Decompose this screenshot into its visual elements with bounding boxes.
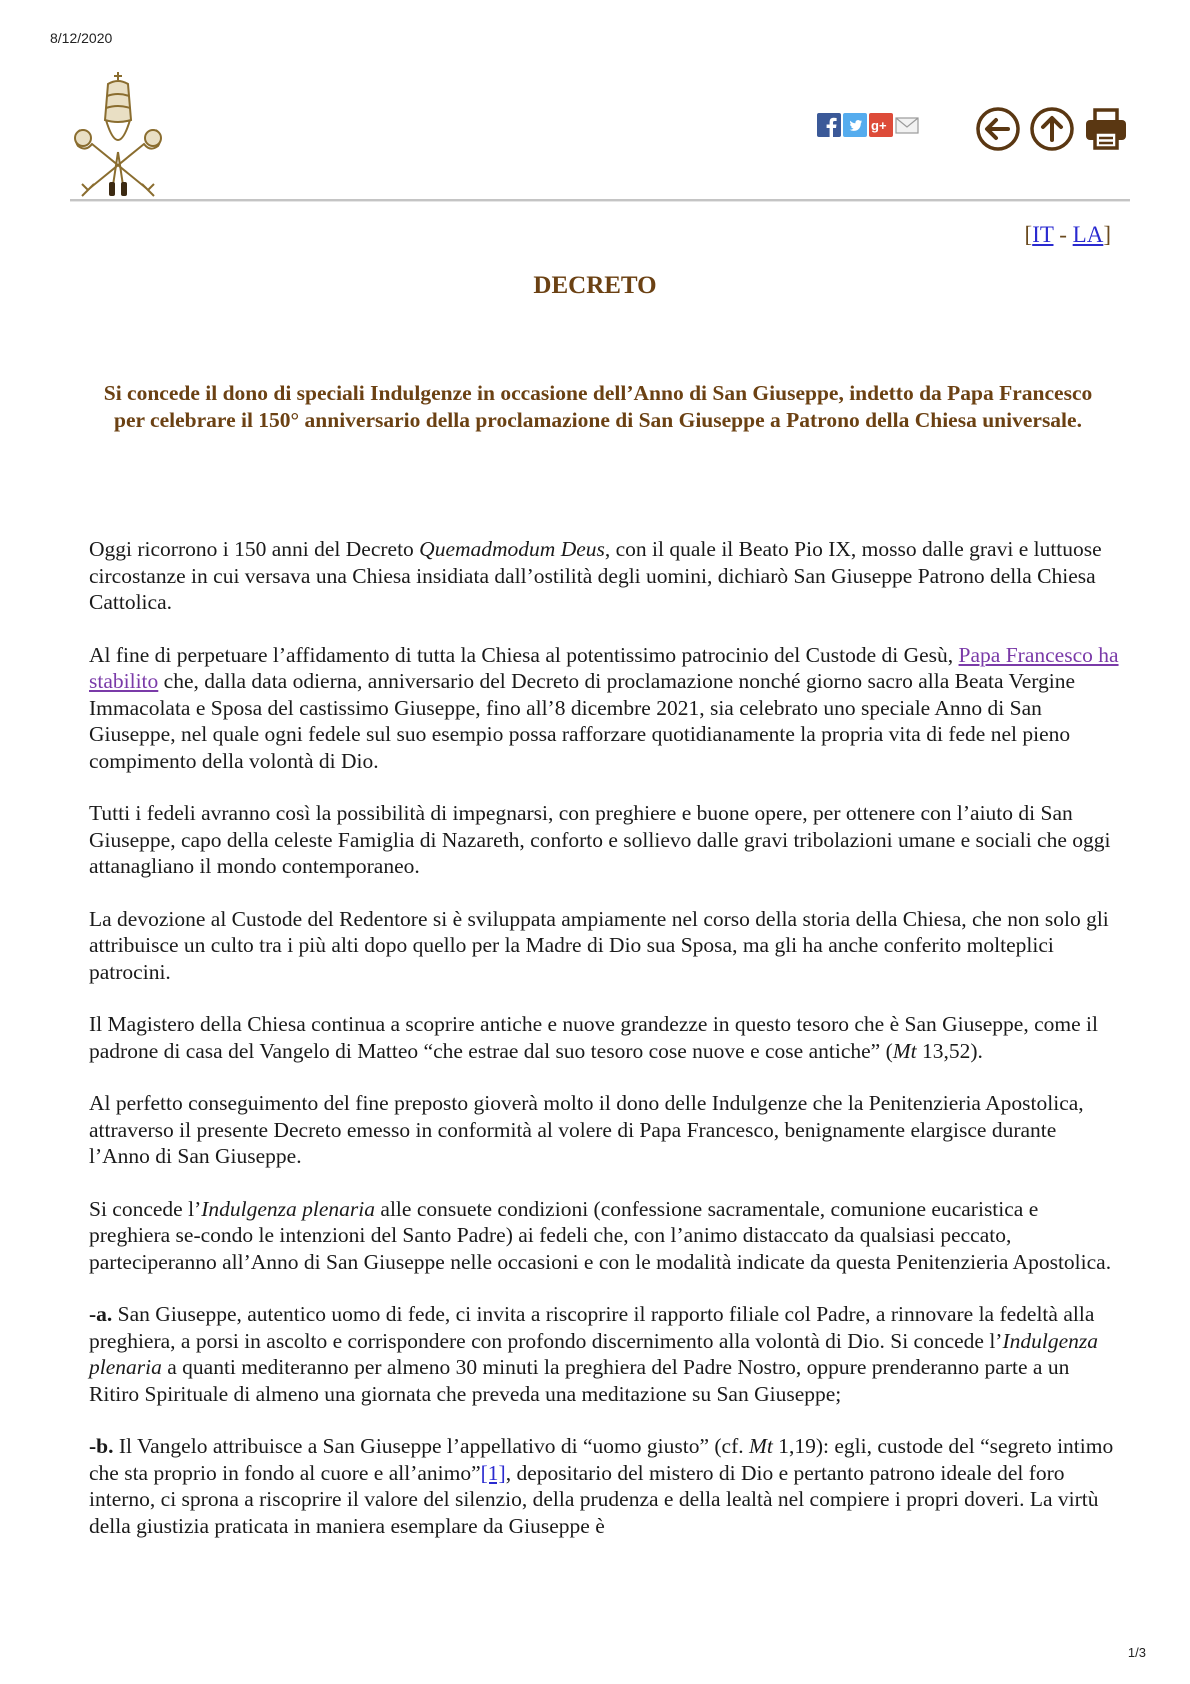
svg-text:g+: g+ <box>871 118 887 133</box>
text-run: che, dalla data odierna, anniversario del Decreto di proclamazione nonché giorno sacro alla Beata Vergine Immacolata e Sposa del castissimo Giuseppe, fino all’8 dicembre 2021, sia celebrato uno speciale Anno di San Giuseppe, nel quale ogni fedele sul suo esempio possa rafforzare quotidianamente la propria vita di fede nel pieno compimento della volontà di Dio. <box>89 669 1076 773</box>
paragraph-7 <box>89 1196 1119 1276</box>
paragraph-3: Tutti i fedeli avranno così la possibilità di impegnarsi, con preghiere e buone opere, per ottenere con l’aiuto di San Giuseppe, capo della celeste Famiglia di Nazareth, conforto e sollievo dalle gravi tribolazioni umane e sociali che oggi attanagliano il mondo contemporaneo. <box>89 801 1111 878</box>
footnote-link[interactable]: [1] <box>480 1460 506 1485</box>
paragraph-5 <box>89 1011 1119 1064</box>
papal-emblem <box>68 70 168 202</box>
top-icon[interactable] <box>1029 106 1075 152</box>
print-date: 8/12/2020 <box>50 30 113 46</box>
text-run: , con il quale il Beato Pio IX, mosso dalle gravi e luttuose circostanze in cui versava una Chiesa insidiata dall’ostilità degli uomini, dichiarò San Giuseppe Patrono della Chiesa Cattolica. <box>89 537 1102 614</box>
document-body <box>89 536 1119 1565</box>
text-run: , depositario del mistero di Dio e pertanto patrono ideale del foro interno, ci sprona a riscoprire il valore del silenzio, della prudenza e della lealtà nel compiere i propri doveri. La virtù della giustizia praticata in maniera esemplare da Giuseppe è <box>89 1460 1099 1538</box>
item-label: -b. <box>89 1434 114 1458</box>
share-bar <box>817 113 919 137</box>
text-run: Al fine di perpetuare l’affidamento di tutta la Chiesa al potentissimo patrocinio del Custode di Gesù, <box>89 642 959 667</box>
emphasis: Indulgenza plenaria <box>89 1328 1099 1379</box>
text-run: alle consuete condizioni (confessione sacramentale, comunione eucaristica e preghiera se-condo le intenzioni del Santo Padre) ai fedeli che, con l’animo distaccato da qualsiasi peccato, parteciperanno all’Anno di San Giuseppe nelle occasioni e con le modalità indicate da questa Penitenzieria Apostolica. <box>89 1196 1112 1274</box>
text-run: Oggi ricorrono i 150 anni del Decreto <box>89 537 420 561</box>
emphasis: Mt <box>892 1038 917 1063</box>
paragraph-8 <box>89 1301 1119 1407</box>
paragraph-6: Al perfetto conseguimento del fine preposto gioverà molto il dono delle Indulgenze che la Penitenzieria Apostolica, attraverso il presente Decreto emesso in conformità al volere di Papa Francesco, benignamente elargisce durante l’Anno di San Giuseppe. <box>89 1091 1084 1168</box>
paragraph-9 <box>89 1433 1119 1539</box>
lang-separator: - <box>1053 222 1073 247</box>
text-run: Si concede l’ <box>89 1196 202 1221</box>
papa-francesco-link[interactable]: Papa Francesco ha stabilito <box>89 642 1119 693</box>
item-label: -a. <box>89 1302 113 1326</box>
page-number: 1/3 <box>1127 1645 1146 1660</box>
paragraph-2 <box>89 642 1119 775</box>
language-switch <box>1025 222 1111 248</box>
bracket-close: ] <box>1103 222 1111 247</box>
paragraph-1 <box>89 536 1119 616</box>
text-run: San Giuseppe, autentico uomo di fede, ci invita a riscoprire il rapporto filiale col Padre, a rinnovare la fedeltà alla preghiera, a porsi in ascolto e corrispondere con profondo discernimento alla volontà di Dio. Si concede l’ <box>89 1302 1095 1353</box>
text-run: a quanti mediteranno per almeno 30 minuti la preghiera del Padre Nostro, oppure prenderanno parte a un Ritiro Spirituale di almeno una giornata che preveda una meditazione su San Giuseppe; <box>89 1355 1070 1406</box>
twitter-icon[interactable] <box>843 113 867 137</box>
nav-icons <box>975 106 1129 152</box>
document-subtitle: Si concede il dono di speciali Indulgenze in occasione dell’Anno di San Giuseppe, indetto da Papa Francesco per celebrare il 150° anniversario della proclamazione di San Giuseppe a Patrono della Chiesa universale. <box>103 381 1093 432</box>
print-icon[interactable] <box>1083 106 1129 152</box>
lang-link-la[interactable]: LA <box>1072 222 1104 247</box>
facebook-icon[interactable] <box>817 113 841 137</box>
text-run: 13,52). <box>916 1038 983 1063</box>
paragraph-4: La devozione al Custode del Redentore si è sviluppata ampiamente nel corso della storia della Chiesa, che non solo gli attribuisce un culto tra i più alti dopo quello per la Madre di Dio sua Sposa, ma gli ha anche conferito molteplici patrocini. <box>89 906 1109 984</box>
emphasis: Quemadmodum Deus <box>419 537 605 561</box>
text-run: 1,19): egli, custode del “segreto intimo che sta proprio in fondo al cuore e all’animo” <box>89 1434 1114 1485</box>
text-run: Il Vangelo attribuisce a San Giuseppe l’appellativo di “uomo giusto” (cf. <box>113 1434 749 1458</box>
text-run: Il Magistero della Chiesa continua a scoprire antiche e nuove grandezze in questo tesoro che è San Giuseppe, come il padrone di casa del Vangelo di Matteo “che estrae dal suo tesoro cose nuove e cose antiche” ( <box>89 1012 1098 1063</box>
lang-link-it[interactable]: IT <box>1032 222 1054 247</box>
emphasis: Indulgenza plenaria <box>201 1196 376 1221</box>
bracket-open: [ <box>1024 222 1033 247</box>
document-title: DECRETO <box>533 272 657 299</box>
back-icon[interactable] <box>975 106 1021 152</box>
google-plus-icon[interactable] <box>869 113 893 137</box>
emphasis: Mt <box>748 1434 773 1458</box>
header-divider <box>70 199 1130 202</box>
email-icon[interactable] <box>895 113 919 137</box>
